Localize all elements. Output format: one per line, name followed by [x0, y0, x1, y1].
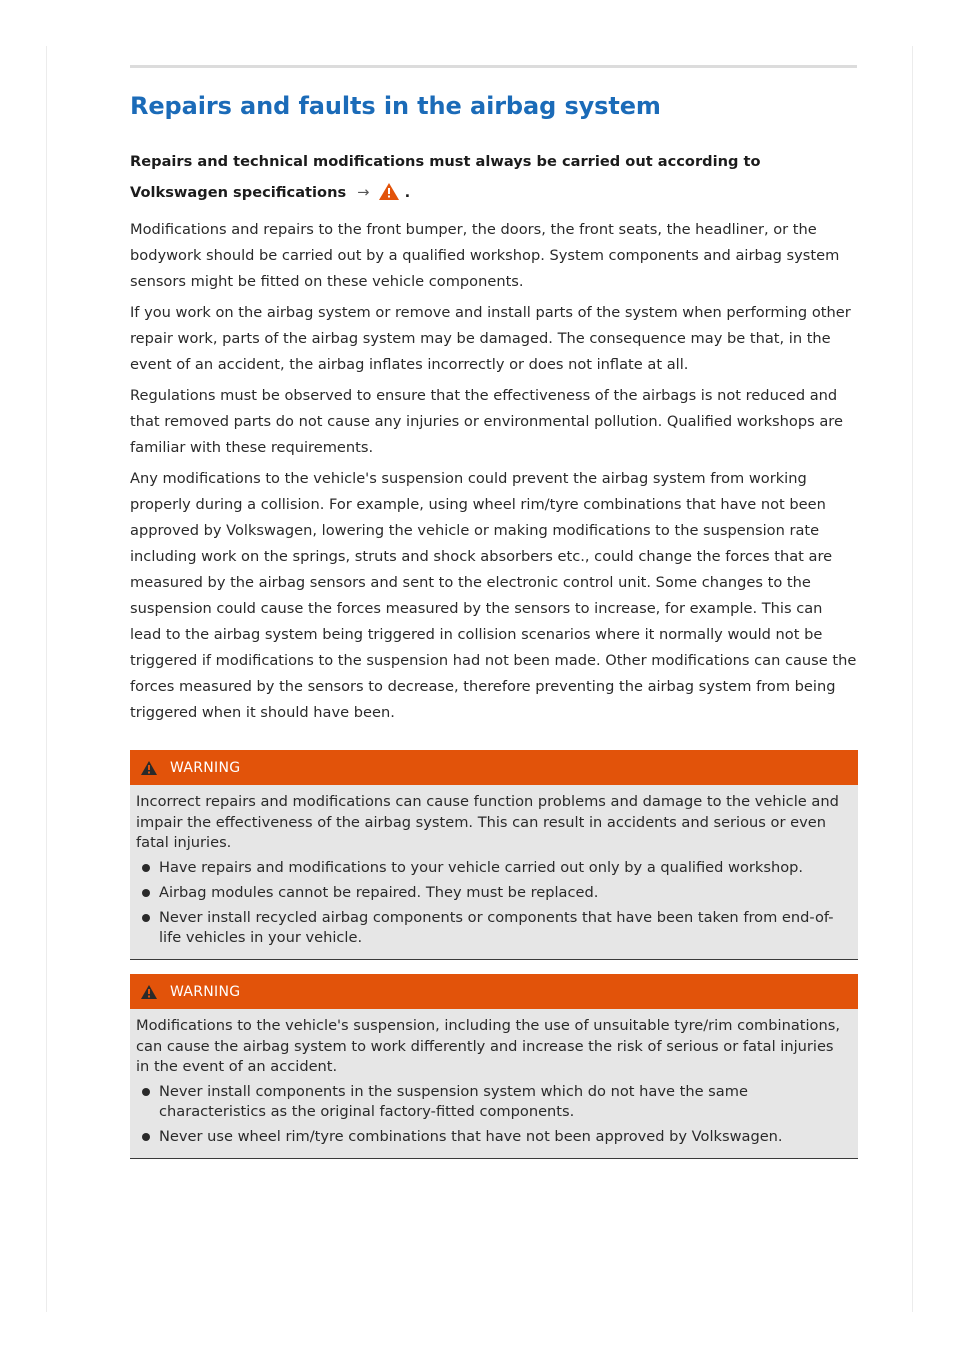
lead-text: Repairs and technical modifications must always be carried out according to Volkswagen specifications — [130, 153, 761, 201]
warning-header — [130, 750, 858, 785]
page-content — [130, 86, 858, 1159]
warning-list — [136, 858, 850, 949]
warning-bullet: Never install components in the suspension system which do not have the same characteristics as the original factory-fitted components. — [136, 1082, 850, 1123]
warning-body — [130, 785, 858, 959]
warning-text: Incorrect repairs and modifications can cause function problems and damage to the vehicle and impair the effectiveness of the airbag system. This can result in accidents and serious or even fatal injuries. — [136, 793, 839, 851]
page-margin-line-right — [912, 46, 913, 1312]
warning-triangle-icon — [140, 984, 158, 1000]
warning-bullet: Have repairs and modifications to your vehicle carried out only by a qualified workshop. — [136, 858, 850, 879]
warning-label: WARNING — [170, 759, 241, 776]
header-rule — [130, 65, 857, 68]
warning-box — [130, 974, 858, 1159]
paragraph: Modifications and repairs to the front bumper, the doors, the front seats, the headliner, or the bodywork should be carried out by a qualified workshop. System components and airbag system sensors might be fitted on these vehicle components. — [130, 221, 840, 290]
page-title: Repairs and faults in the airbag system — [130, 92, 661, 120]
lead-end: . — [404, 184, 411, 201]
warning-label: WARNING — [170, 983, 241, 1000]
warning-body — [130, 1009, 858, 1158]
warning-bullet: Airbag modules cannot be repaired. They must be replaced. — [136, 883, 850, 904]
reference-arrow: → — [357, 184, 370, 201]
warning-triangle-icon — [140, 760, 158, 776]
warning-text: Modifications to the vehicle's suspension, including the use of unsuitable tyre/rim combinations, can cause the airbag system to work differently and increase the risk of serious or fatal injuries in the event of an accident. — [136, 1017, 840, 1075]
warning-box — [130, 750, 858, 960]
warning-bullet: Never install recycled airbag components or components that have been taken from end-of-life vehicles in your vehicle. — [136, 908, 850, 949]
page-margin-line-left — [46, 46, 47, 1312]
paragraph: If you work on the airbag system or remove and install parts of the system when performing other repair work, parts of the airbag system may be damaged. The consequence may be that, in the event of an accident, the airbag inflates incorrectly or does not inflate at all. — [130, 304, 851, 373]
paragraph: Any modifications to the vehicle's suspension could prevent the airbag system from working properly during a collision. For example, using wheel rim/tyre combinations that have not been approved by Volkswagen, lowering the vehicle or making modifications to the suspension rate including work on the springs, struts and shock absorbers etc., could change the forces that are measured by the airbag sensors and sent to the electronic control unit. Some changes to the suspension could cause the forces measured by the sensors to increase, for example. This can lead to the airbag system being triggered in collision scenarios where it normally would not be triggered if modifications to the suspension had not been made. Other modifications can cause the forces measured by the sensors to decrease, therefore preventing the airbag system from being triggered when it should have been. — [130, 470, 857, 721]
warning-bullet: Never use wheel rim/tyre combinations that have not been approved by Volkswagen. — [136, 1127, 850, 1148]
warning-triangle-icon — [378, 181, 400, 212]
paragraph: Regulations must be observed to ensure that the effectiveness of the airbags is not reduced and that removed parts do not cause any injuries or environmental pollution. Qualified workshops are familiar with these requirements. — [130, 387, 843, 456]
warning-header — [130, 974, 858, 1009]
lead-statement — [130, 146, 858, 212]
warning-list — [136, 1082, 850, 1148]
